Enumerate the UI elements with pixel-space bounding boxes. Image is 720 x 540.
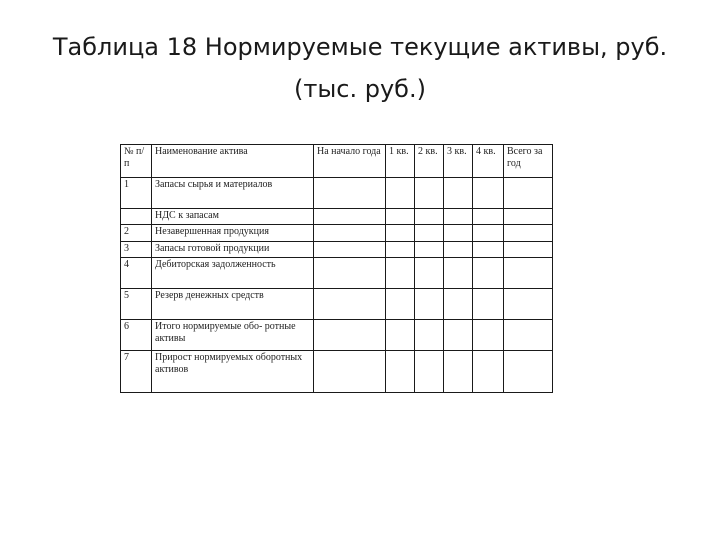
- row-number: [121, 209, 152, 225]
- row-asset-name: Незавершенная продукция: [152, 225, 314, 242]
- row-asset-name: Прирост нормируемых оборотных активов: [152, 351, 314, 393]
- row-number: 7: [121, 351, 152, 393]
- table-row: [121, 242, 553, 258]
- cell-empty: [504, 209, 553, 225]
- cell-empty: [444, 351, 473, 393]
- cell-empty: [504, 178, 553, 209]
- cell-empty: [444, 225, 473, 242]
- normalized-assets-table: [120, 144, 553, 393]
- cell-empty: [314, 351, 386, 393]
- cell-empty: [444, 242, 473, 258]
- slide-title: Таблица 18 Нормируемые текущие активы, руб. (тыс. руб.): [52, 33, 668, 103]
- row-asset-name: Запасы сырья и материалов: [152, 178, 314, 209]
- cell-empty: [415, 209, 444, 225]
- cell-empty: [314, 320, 386, 351]
- cell-empty: [415, 289, 444, 320]
- cell-empty: [386, 242, 415, 258]
- row-number: 2: [121, 225, 152, 242]
- cell-empty: [473, 178, 504, 209]
- row-number: 4: [121, 258, 152, 289]
- cell-empty: [444, 178, 473, 209]
- header-start-of-year: На начало года: [314, 145, 386, 178]
- cell-empty: [386, 178, 415, 209]
- row-number: 5: [121, 289, 152, 320]
- cell-empty: [386, 209, 415, 225]
- header-year-total: Всего за год: [504, 145, 553, 178]
- row-number: 6: [121, 320, 152, 351]
- row-asset-name: Дебиторская задолженность: [152, 258, 314, 289]
- cell-empty: [415, 242, 444, 258]
- cell-empty: [415, 178, 444, 209]
- row-asset-name: Резерв денежных средств: [152, 289, 314, 320]
- cell-empty: [473, 225, 504, 242]
- cell-empty: [473, 258, 504, 289]
- cell-empty: [504, 225, 553, 242]
- cell-empty: [444, 289, 473, 320]
- cell-empty: [504, 320, 553, 351]
- table-row: [121, 225, 553, 242]
- table-row: [121, 351, 553, 393]
- cell-empty: [444, 320, 473, 351]
- cell-empty: [415, 320, 444, 351]
- row-asset-name: НДС к запасам: [152, 209, 314, 225]
- table-header-row: [121, 145, 553, 178]
- cell-empty: [415, 351, 444, 393]
- table-row: [121, 178, 553, 209]
- cell-empty: [386, 258, 415, 289]
- cell-empty: [386, 225, 415, 242]
- table-row: [121, 258, 553, 289]
- cell-empty: [504, 289, 553, 320]
- table-row: [121, 320, 553, 351]
- cell-empty: [473, 289, 504, 320]
- cell-empty: [314, 178, 386, 209]
- cell-empty: [386, 320, 415, 351]
- cell-empty: [314, 242, 386, 258]
- cell-empty: [504, 258, 553, 289]
- header-q4: 4 кв.: [473, 145, 504, 178]
- cell-empty: [444, 258, 473, 289]
- row-asset-name: Итого нормируемые обо- ротные активы: [152, 320, 314, 351]
- row-asset-name: Запасы готовой продукции: [152, 242, 314, 258]
- table-row: [121, 209, 553, 225]
- cell-empty: [415, 225, 444, 242]
- cell-empty: [473, 351, 504, 393]
- header-asset-name: Наименование актива: [152, 145, 314, 178]
- cell-empty: [386, 351, 415, 393]
- header-q2: 2 кв.: [415, 145, 444, 178]
- cell-empty: [504, 242, 553, 258]
- cell-empty: [386, 289, 415, 320]
- cell-empty: [415, 258, 444, 289]
- cell-empty: [473, 242, 504, 258]
- cell-empty: [444, 209, 473, 225]
- cell-empty: [314, 289, 386, 320]
- header-number: № п/ п: [121, 145, 152, 178]
- cell-empty: [473, 209, 504, 225]
- cell-empty: [314, 225, 386, 242]
- cell-empty: [314, 258, 386, 289]
- cell-empty: [504, 351, 553, 393]
- header-q1: 1 кв.: [386, 145, 415, 178]
- row-number: 1: [121, 178, 152, 209]
- cell-empty: [314, 209, 386, 225]
- header-q3: 3 кв.: [444, 145, 473, 178]
- table-row: [121, 289, 553, 320]
- cell-empty: [473, 320, 504, 351]
- row-number: 3: [121, 242, 152, 258]
